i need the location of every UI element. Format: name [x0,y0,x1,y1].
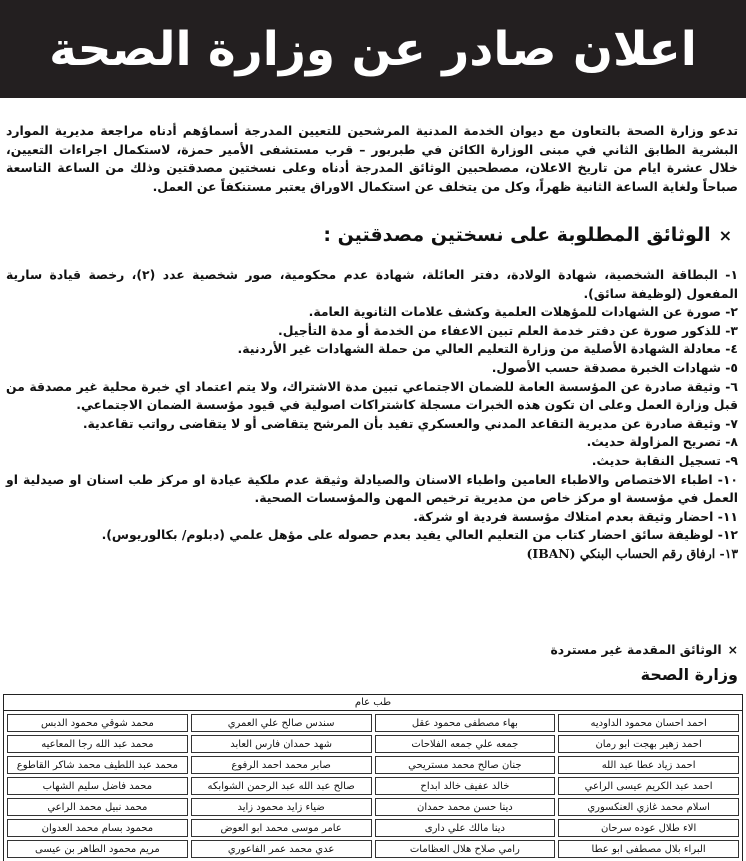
name-cell: بهاء مصطفى محمود عقل [375,714,556,732]
cross-mark-icon: × [727,642,738,657]
name-cell: محمد نبيل محمد الراعي [7,798,188,816]
ministry-heading: وزارة الصحة [640,665,738,684]
requirement-item: ١٣- ارفاق رقم الحساب البنكي (IBAN) [526,545,738,561]
requirements-heading [12,224,732,246]
name-cell: محمد شوقي محمود الدبس [7,714,188,732]
non-refundable-note [550,642,738,657]
table-row [7,735,739,753]
requirement-item: ٧- وثيقة صادرة عن مديرية التقاعد المدني والعسكري تفيد بأن المرشح يتقاضى أو لا يتقاضى رواتب تقاعدية. [82,415,738,431]
name-cell: محمد عبد اللطيف محمد شاكر القاطوع [7,756,188,774]
names-table [3,694,743,861]
name-cell: احمد عبد الكريم عيسى الراعي [558,777,739,795]
name-cell: احمد زهير بهجت ابو رمان [558,735,739,753]
requirements-list [6,266,738,564]
name-cell: ضياء زايد محمود زايد [191,798,372,816]
requirement-item: ١١- احضار وثيقة بعدم امتلاك مؤسسة فردية او شركة. [413,508,738,524]
requirement-item: ٢- صورة عن الشهادات للمؤهلات العلمية وكشف علامات الثانوية العامة. [308,304,738,320]
name-cell: خالد عفيف خالد ابداح [375,777,556,795]
name-cell: جمعه علي جمعه الفلاحات [375,735,556,753]
table-row [7,819,739,837]
table-row [7,777,739,795]
requirement-item: ١٢- لوظيفة سائق احضار كتاب من التعليم العالي يفيد بعدم حصوله على مؤهل علمي (دبلوم/ بكالوريوس). [101,527,738,543]
name-cell: دينا حسن محمد حمدان [375,798,556,816]
requirement-item: ٣- للذكور صورة عن دفتر خدمة العلم تبين الاعفاء من الخدمة أو مدة التأجيل. [278,322,738,338]
name-cell: محمود بسام محمد العدوان [7,819,188,837]
name-cell: دينا مالك علي دارى [375,819,556,837]
requirements-title: الوثائق المطلوبة على نسختين مصدقتين : [323,224,711,246]
table-row [7,798,739,816]
requirement-item: ٥- شهادات الخبرة مصدقة حسب الأصول. [491,359,738,375]
name-cell: عدي محمد عمر الفاعوري [191,840,372,858]
table-row [7,756,739,774]
requirement-item: ١٠- اطباء الاختصاص والاطباء العامين واطباء الاسنان والصيادلة وثيقة عدم ملكية عيادة او مركز طب اسنان او صيدلية او العمل في مؤسسة او مركز خاص من مديرية ترخيص المهن والمؤسسات الصحية. [6,471,738,506]
intro-paragraph: تدعو وزارة الصحة بالتعاون مع ديوان الخدمة المدنية المرشحين للتعيين المدرجة أسماؤهم أدناه مراجعة مديرية الموارد البشرية الطابق الثاني في مبنى الوزارة الكائن في طبربور – قرب مستشفى الأمير حمزة، لاستكمال اجراءات التعيين، خلال عشرة ايام من تاريخ الاعلان، مصطحبين الوثائق المدرجة أدناه وعلى نسختين مصدقتين وذلك من الساعة التاسعة صباحاً ولغاية الساعة الثانية ظهراً، وكل من يتخلف عن استكمال الاوراق يعتبر مستنكفاً عن العمل. [6,123,738,194]
name-cell: محمد فاضل سليم الشهاب [7,777,188,795]
name-cell: احمد زياد عطا عبد الله [558,756,739,774]
table-row [7,840,739,858]
name-cell: شهد حمدان فارس العابد [191,735,372,753]
cross-mark-icon: × [718,225,732,245]
announcement-title: اعلان صادر عن وزارة الصحة [49,21,697,77]
name-cell: صالح عبد الله عبد الرحمن الشوابكه [191,777,372,795]
name-cell: احمد احسان محمود الداوديه [558,714,739,732]
note-text: الوثائق المقدمة غير مستردة [550,642,722,657]
requirement-item: ٩- تسجيل النقابة حديث. [591,452,738,468]
name-cell: مريم محمود الطاهر بن عيسى [7,840,188,858]
name-cell: اسلام محمد غازي العنكسوري [558,798,739,816]
requirement-item: ٨- تصريح المزاولة حديث. [586,434,738,450]
title-banner [0,0,746,98]
table-header-general-medicine: طب عام [4,695,742,711]
table-row [7,714,739,732]
name-cell: جنان صالح محمد مستريحي [375,756,556,774]
name-cell: محمد عبد الله رجا المعاعيه [7,735,188,753]
requirement-item: ١- البطاقة الشخصية، شهادة الولادة، دفتر العائلة، شهادة عدم محكومية، صور شخصية عدد (٢)، رخصة قيادة سارية المفعول (لوظيفة سائق). [6,267,739,301]
name-cell: الاء طلال عوده سرحان [558,819,739,837]
name-cell: رامي صلاح هلال العظامات [375,840,556,858]
name-cell: البراء بلال مصطفى ابو عطا [558,840,739,858]
requirement-item: ٤- معادلة الشهادة الأصلية من وزارة التعليم العالي من حملة الشهادات غير الأردنية. [237,341,738,357]
name-cell: سندس صالح علي العمري [191,714,372,732]
name-cell: صابر محمد احمد الرفوع [191,756,372,774]
requirement-item: ٦- وثيقة صادرة عن المؤسسة العامة للضمان الاجتماعي تبين مدة الاشتراك، ولا يتم اعتماد اي خبرة محلية غير مصدقة من قبل وزارة العمل وعلى ان تكون هذه الخبرات مسجلة كاشتراكات اصولية في قيود مؤسسة الضمان الاجتماعي. [6,378,738,413]
name-cell: عامر موسى محمد ابو العوض [191,819,372,837]
names-grid [4,711,742,861]
